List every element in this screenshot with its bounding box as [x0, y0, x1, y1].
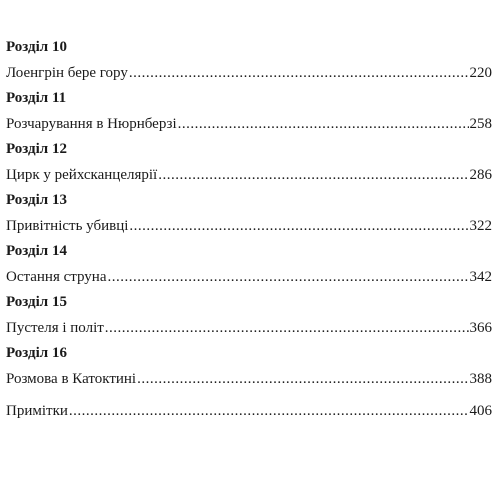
table-of-contents: [6, 38, 492, 420]
toc-section-14: [6, 242, 492, 286]
entry-title: Цирк у рейхсканцелярії: [6, 167, 158, 183]
entry-title: Розчарування в Нюрнберзі: [6, 116, 177, 132]
toc-section-13: [6, 191, 492, 235]
chapter-heading: Розділ 13: [6, 192, 67, 208]
dot-leader: [129, 217, 468, 235]
entry-title: Розмова в Катоктині: [6, 371, 137, 387]
chapter-heading: Розділ 15: [6, 294, 67, 310]
dot-leader: [105, 319, 469, 337]
dot-leader: [137, 370, 468, 388]
chapter-heading: Розділ 10: [6, 39, 67, 55]
toc-section-11: [6, 89, 492, 133]
entry-title: Пустеля і політ: [6, 320, 104, 336]
page-number: 322: [469, 218, 492, 234]
page-number: 366: [469, 320, 492, 336]
dot-leader: [107, 268, 468, 286]
toc-entry[interactable]: [6, 115, 492, 133]
toc-section-10: [6, 38, 492, 82]
page-number: 406: [469, 403, 492, 419]
page-number: 342: [469, 269, 492, 285]
toc-entry[interactable]: [6, 64, 492, 82]
toc-section-15: [6, 293, 492, 337]
toc-entry[interactable]: [6, 268, 492, 286]
entry-title: Лоенгрін бере гору: [6, 65, 128, 81]
dot-leader: [178, 115, 469, 133]
toc-section-16: [6, 344, 492, 388]
toc-entry[interactable]: [6, 217, 492, 235]
page-number: 388: [469, 371, 492, 387]
toc-entry[interactable]: [6, 370, 492, 388]
toc-entry[interactable]: [6, 319, 492, 337]
entry-title: Примітки: [6, 403, 68, 419]
toc-entry[interactable]: [6, 166, 492, 184]
chapter-heading: Розділ 12: [6, 141, 67, 157]
entry-title: Привітність убивці: [6, 218, 129, 234]
dot-leader: [158, 166, 468, 184]
page-number: 258: [469, 116, 492, 132]
chapter-heading: Розділ 16: [6, 345, 67, 361]
dot-leader: [129, 64, 469, 82]
toc-section-12: [6, 140, 492, 184]
dot-leader: [69, 402, 469, 420]
toc-entry-notes[interactable]: [6, 402, 492, 420]
entry-title: Остання струна: [6, 269, 107, 285]
chapter-heading: Розділ 14: [6, 243, 67, 259]
page-number: 286: [469, 167, 492, 183]
page-number: 220: [469, 65, 492, 81]
chapter-heading: Розділ 11: [6, 90, 67, 106]
